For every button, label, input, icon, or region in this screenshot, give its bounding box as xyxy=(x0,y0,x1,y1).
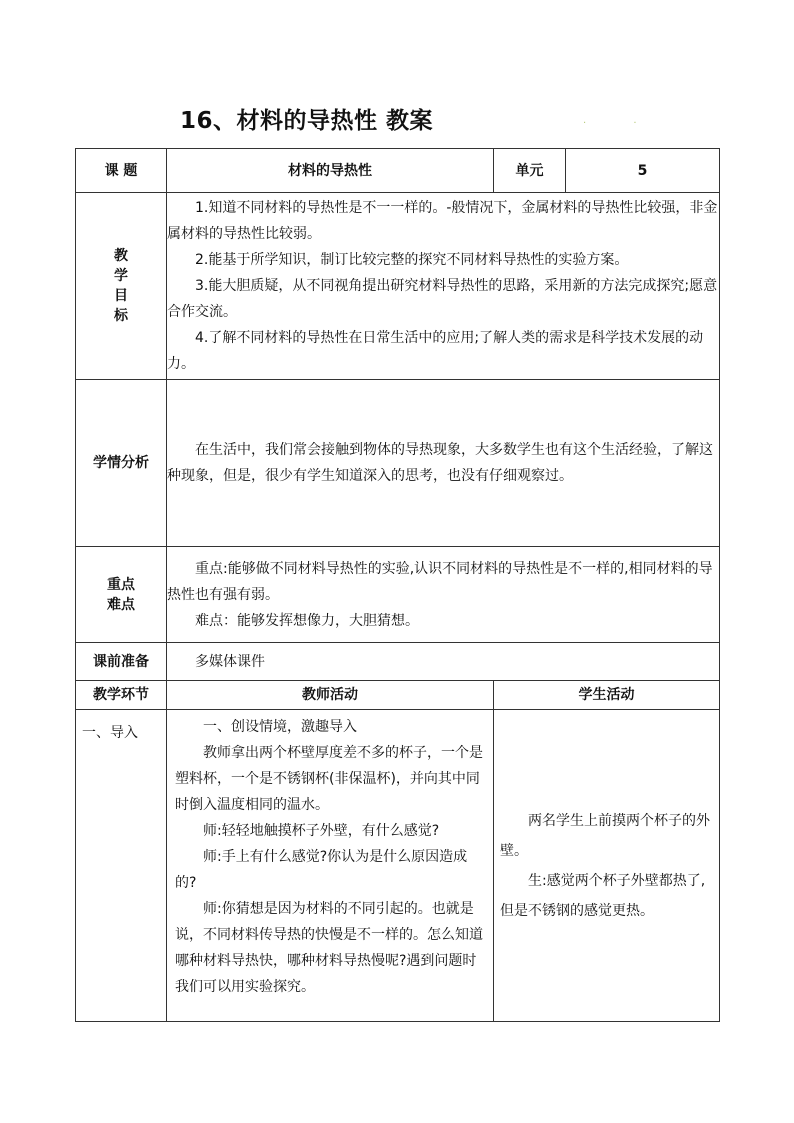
difficulty-label: 难点 xyxy=(107,596,135,613)
key-points-label xyxy=(76,575,166,615)
objective-item: 1.知道不同材料的导热性是不一一样的。-般情况下，金属材料的导热性比较强，非金属材料的导热性比较弱。 xyxy=(167,200,718,242)
unit-value: 5 xyxy=(566,149,720,193)
objectives-label-char: 目 xyxy=(114,288,128,304)
key-points-label-cell xyxy=(76,547,167,643)
objectives-label-char: 学 xyxy=(114,268,128,284)
analysis-label: 学情分析 xyxy=(76,380,167,547)
document-title: 16、材料的导热性 教案 xyxy=(180,108,434,134)
analysis-text: 在生活中，我们常会接触到物体的导热现象，大多数学生也有这个生活经验，了解这种现象，但是，很少有学生知道深入的思考，也没有仔细观察过。 xyxy=(167,442,713,484)
objectives-content xyxy=(167,193,720,380)
key-label: 重点 xyxy=(107,576,135,593)
prep-value: 多媒体课件 xyxy=(195,653,265,670)
stage-column-header: 教学环节 xyxy=(76,681,167,710)
teacher-activity-line: 师:手上有什么感觉?你认为是什么原因造成的? xyxy=(175,849,468,891)
key-point-text: 重点:能够做不同材料导热性的实验,认识不同材料的导热性是不一样的,相同材料的导热性也有强有弱。 xyxy=(167,560,713,603)
topic-row xyxy=(76,149,720,193)
student-activity-line: 生:感觉两个杯子外壁都热了,但是不锈钢的感觉更热。 xyxy=(500,872,706,919)
key-points-row xyxy=(76,547,720,643)
objectives-row xyxy=(76,193,720,380)
objective-item: 3.能大胆质疑，从不同视角提出研究材料导热性的思路，采用新的方法完成探究;愿意合作交流。 xyxy=(167,278,718,320)
prep-row xyxy=(76,643,720,681)
analysis-content xyxy=(167,380,720,547)
teacher-column-header: 教师活动 xyxy=(167,681,494,710)
decorative-dots: · · xyxy=(583,118,659,129)
stage-name: 一、导入 xyxy=(76,710,167,1022)
student-activity-line: 两名学生上前摸两个杯子的外壁。 xyxy=(500,812,710,859)
objective-item: 4.了解不同材料的导热性在日常生活中的应用;了解人类的需求是科学技术发展的动力。 xyxy=(167,330,704,372)
difficulty-text: 难点：能够发挥想像力，大胆猜想。 xyxy=(195,612,419,629)
student-activity xyxy=(494,710,720,1022)
lesson-plan-table xyxy=(75,148,720,1022)
topic-label: 课 题 xyxy=(76,149,167,193)
stage-row xyxy=(76,710,720,1022)
objectives-label-char: 教 xyxy=(114,248,128,264)
objectives-label-cell xyxy=(76,193,167,380)
teacher-activity xyxy=(167,710,494,1022)
prep-content xyxy=(167,643,720,681)
student-column-header: 学生活动 xyxy=(494,681,720,710)
objectives-label xyxy=(76,246,166,326)
teacher-activity-line: 师:你猜想是因为材料的不同引起的。也就是说，不同材料传导热的快慢是不一样的。怎么知道哪种材料导热快，哪种材料导热慢呢?遇到问题时我们可以用实验探究。 xyxy=(175,901,483,995)
teacher-activity-line: 师:轻轻地触摸杯子外壁，有什么感觉? xyxy=(203,823,440,839)
teacher-activity-line: 一、创设情境，激趣导入 xyxy=(203,719,357,735)
objectives-label-char: 标 xyxy=(114,308,128,324)
unit-label: 单元 xyxy=(494,149,566,193)
columns-header-row xyxy=(76,681,720,710)
topic-value: 材料的导热性 xyxy=(167,149,494,193)
prep-label: 课前准备 xyxy=(76,643,167,681)
teacher-activity-line: 教师拿出两个杯壁厚度差不多的杯子，一个是塑料杯，一个是不锈钢杯(非保温杯)，并向其中同时倒入温度相同的温水。 xyxy=(175,745,483,813)
key-points-content xyxy=(167,547,720,643)
analysis-row xyxy=(76,380,720,547)
objective-item: 2.能基于所学知识，制订比较完整的探究不同材料导热性的实验方案。 xyxy=(195,252,629,268)
